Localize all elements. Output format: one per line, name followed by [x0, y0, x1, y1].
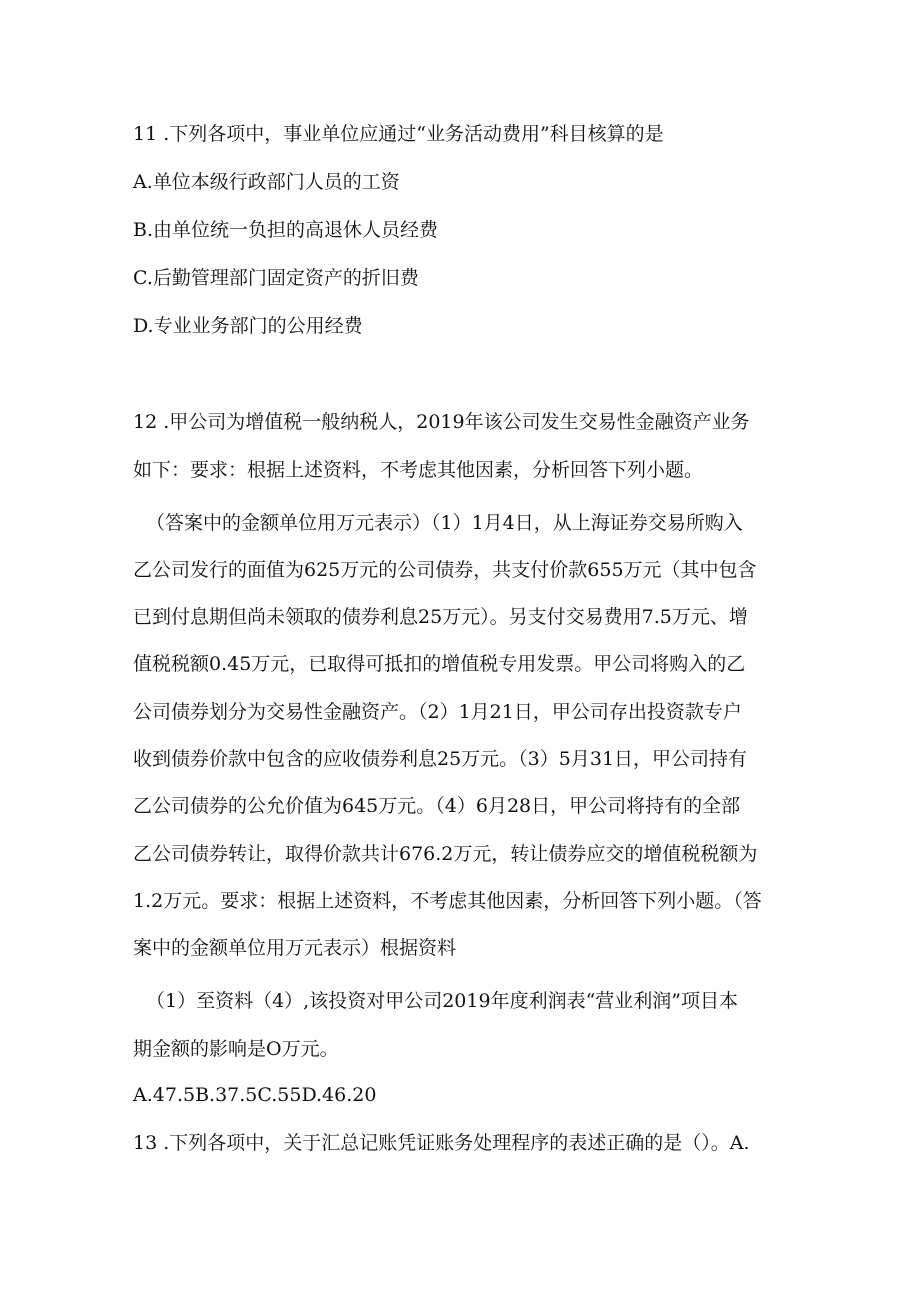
q12-sub-line-1: （1）至资料（4）,该投资对甲公司2019年度利润表“营业利润”项目本: [146, 990, 738, 1012]
q12-line-3: （答案中的金额单位用万元表示）（1）1月4日，从上海证券交易所购入: [146, 512, 743, 534]
q11-option-b: B.由单位统一负担的高退休人员经费: [133, 219, 439, 241]
q12-line-1: 12 .甲公司为增值税一般纳税人，2019年该公司发生交易性金融资产业务: [133, 411, 750, 433]
q12-line-8: 收到债券价款中包含的应收债券利息25万元。（3）5月31日，甲公司持有: [133, 748, 748, 770]
q12-line-6: 值税税额0.45万元，已取得可抵扣的增值税专用发票。甲公司将购入的乙: [133, 653, 746, 675]
q12-sub-line-2: 期金额的影响是O万元。: [133, 1038, 339, 1060]
q11-option-c: C.后勤管理部门固定资产的折旧费: [133, 267, 419, 289]
q12-line-11: 1.2万元。要求：根据上述资料，不考虑其他因素，分析回答下列小题。（答: [133, 890, 762, 912]
q12-line-2: 如下：要求：根据上述资料，不考虑其他因素，分析回答下列小题。: [133, 459, 704, 481]
q11-stem: 11 .下列各项中，事业单位应通过“业务活动费用”科目核算的是: [133, 123, 664, 145]
q11-option-a: A.单位本级行政部门人员的工资: [133, 171, 400, 193]
q12-line-9: 乙公司债券的公允价值为645万元。（4）6月28日，甲公司将持有的全部: [133, 795, 741, 817]
q11-option-d: D.专业业务部门的公用经费: [133, 315, 363, 337]
q12-line-12: 案中的金额单位用万元表示）根据资料: [133, 937, 457, 959]
q12-line-5: 已到付息期但尚未领取的债券利息25万元）。另支付交易费用7.5万元、增: [133, 606, 748, 628]
q12-line-10: 乙公司债券转让，取得价款共计676.2万元，转让债券应交的增值税税额为: [133, 843, 758, 865]
q12-options: A.47.5B.37.5C.55D.46.20: [133, 1084, 377, 1106]
q12-line-4: 乙公司发行的面值为625万元的公司债券，共支付价款655万元（其中包含: [133, 559, 757, 581]
q12-line-7: 公司债券划分为交易性金融资产。（2）1月21日，甲公司存出投资款专户: [133, 701, 742, 723]
q13-stem: 13 .下列各项中，关于汇总记账凭证账务处理程序的表述正确的是（）。A.: [133, 1132, 750, 1154]
